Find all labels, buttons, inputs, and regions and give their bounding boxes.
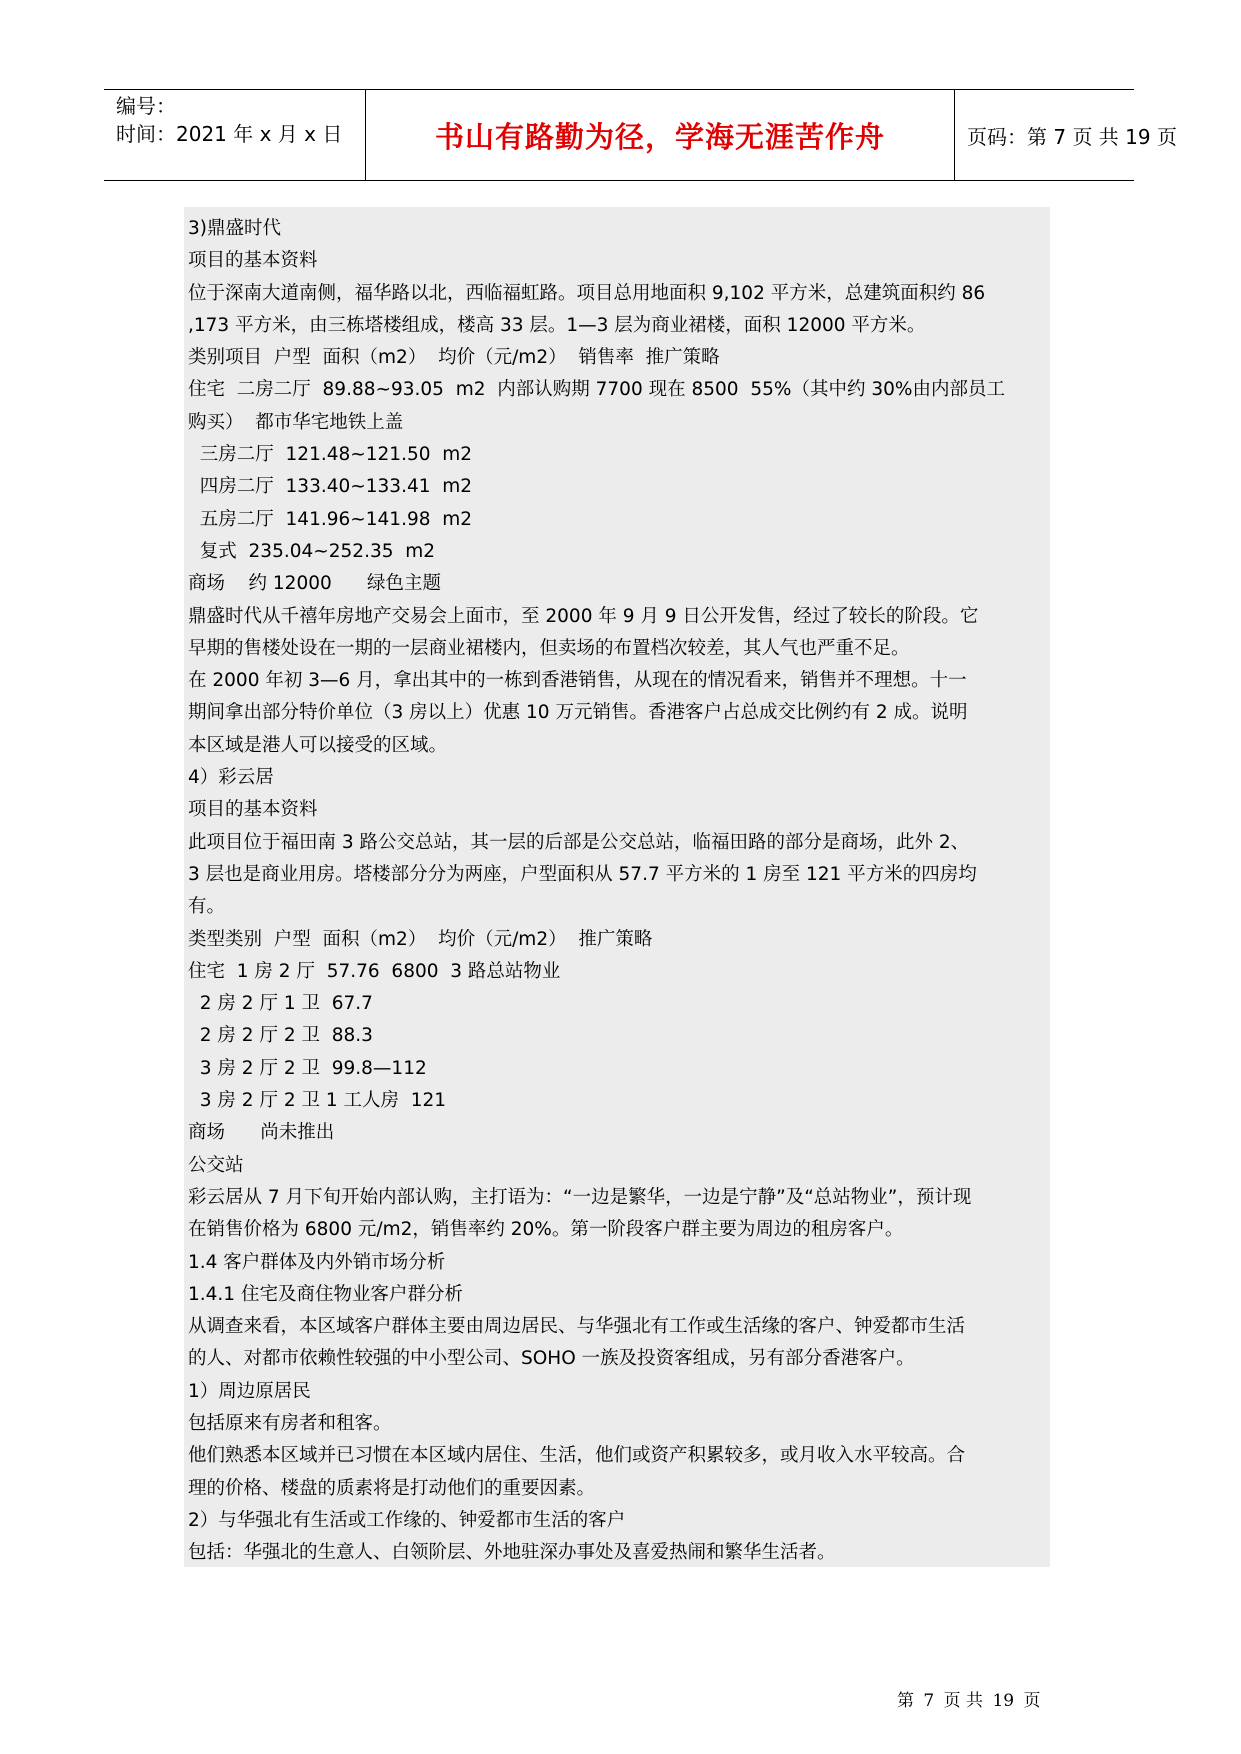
footer-page-middle: 页 共 xyxy=(943,1691,984,1711)
body-line: 商场 尚未推出 xyxy=(188,1122,335,1144)
body-line: 的人、对都市依赖性较强的中小型公司、SOHO 一族及投资客组成，另有部分香港客户。 xyxy=(188,1348,915,1370)
body-line: 包括：华强北的生意人、白领阶层、外地驻深办事处及喜爱热闹和繁华生活者。 xyxy=(188,1542,836,1564)
footer-page-total: 19 xyxy=(992,1691,1015,1711)
body-line: 早期的售楼处设在一期的一层商业裙楼内，但卖场的布置档次较差，其人气也严重不足。 xyxy=(188,637,910,659)
document-time-label: 时间：2021 年 x 月 x 日 xyxy=(116,122,343,146)
body-line: 住宅 1 房 2 厅 57.76 6800 3 路总站物业 xyxy=(188,960,561,982)
body-line: 项目的基本资料 xyxy=(188,799,318,821)
body-line: 期间拿出部分特价单位（3 房以上）优惠 10 万元销售。香港客户占总成交比例约有 2 成。说明 xyxy=(188,702,968,724)
body-line: 类别项目 户型 面积（m2） 均价（元/m2） 销售率 推广策略 xyxy=(188,347,720,369)
body-line: 复式 235.04~252.35 m2 xyxy=(188,540,436,562)
body-line: 五房二厅 141.96~141.98 m2 xyxy=(188,508,473,530)
body-line: 鼎盛时代从千禧年房地产交易会上面市，至 2000 年 9 月 9 日公开发售，经过了较长的阶段。它 xyxy=(188,605,979,627)
footer-page-prefix: 第 xyxy=(897,1691,914,1711)
header-motto-cell xyxy=(366,90,955,180)
body-line: 1.4.1 住宅及商住物业客户群分析 xyxy=(188,1283,463,1305)
page-footer xyxy=(895,1686,1043,1711)
body-line: 本区域是港人可以接受的区域。 xyxy=(188,734,448,756)
page-header xyxy=(104,89,1177,181)
body-line: 他们熟悉本区域并已习惯在本区域内居住、生活，他们或资产积累较多，或月收入水平较高。合 xyxy=(188,1445,966,1467)
body-line: 在 2000 年初 3—6 月，拿出其中的一栋到香港销售，从现在的情况看来，销售并不理想。十一 xyxy=(188,670,967,692)
body-line: 商场 约 12000 绿色主题 xyxy=(188,573,442,595)
body-line: 包括原来有房者和租客。 xyxy=(188,1412,392,1434)
body-line: 2 房 2 厅 2 卫 88.3 xyxy=(188,1025,373,1047)
footer-page-number: 7 xyxy=(923,1691,935,1711)
body-line: 购买） 都市华宅地铁上盖 xyxy=(188,411,404,433)
body-line: 理的价格、楼盘的质素将是打动他们的重要因素。 xyxy=(188,1477,596,1499)
document-number-label: 编号： xyxy=(116,94,176,118)
footer-page-suffix: 页 xyxy=(1023,1691,1041,1711)
body-line: 3 房 2 厅 2 卫 1 工人房 121 xyxy=(188,1090,447,1112)
body-line: 1.4 客户群体及内外销市场分析 xyxy=(188,1251,446,1273)
header-motto: 书山有路勤为径，学海无涯苦作舟 xyxy=(434,119,885,154)
body-line: 1）周边原居民 xyxy=(188,1380,311,1402)
document-body xyxy=(184,207,1050,1567)
body-line: 四房二厅 133.40~133.41 m2 xyxy=(188,476,473,498)
body-line: 此项目位于福田南 3 路公交总站，其一层的后部是公交总站，临福田路的部分是商场，此外 2、 xyxy=(188,831,970,853)
body-line: 住宅 二房二厅 89.88~93.05 m2 内部认购期 7700 现在 8500 55%（其中约 30%由内部员工 xyxy=(188,379,1005,401)
body-line: 2 房 2 厅 1 卫 67.7 xyxy=(188,993,373,1015)
body-line: 3 层也是商业用房。塔楼部分分为两座，户型面积从 57.7 平方米的 1 房至 121 平方米的四房均 xyxy=(188,863,977,885)
body-line: 有。 xyxy=(188,896,226,918)
body-line: 在销售价格为 6800 元/m2，销售率约 20%。第一阶段客户群主要为周边的租房客户。 xyxy=(188,1219,904,1241)
body-line: 位于深南大道南侧，福华路以北，西临福虹路。项目总用地面积 9,102 平方米，总建筑面积约 86 xyxy=(188,282,986,304)
body-line: 3)鼎盛时代 xyxy=(188,218,281,239)
body-line: 类型类别 户型 面积（m2） 均价（元/m2） 推广策略 xyxy=(188,928,653,950)
header-page-label: 页码：第 7 页 共 19 页 xyxy=(967,124,1177,149)
body-text xyxy=(188,213,1050,1569)
body-line: 项目的基本资料 xyxy=(188,250,318,272)
body-line: 3 房 2 厅 2 卫 99.8—112 xyxy=(188,1057,427,1079)
body-line: 公交站 xyxy=(188,1154,244,1176)
body-line: 2）与华强北有生活或工作缘的、钟爱都市生活的客户 xyxy=(188,1509,626,1531)
body-line: 4）彩云居 xyxy=(188,767,274,789)
body-line: 从调查来看，本区域客户群体主要由周边居民、与华强北有工作或生活缘的客户、钟爱都市生活 xyxy=(188,1316,966,1338)
body-line: ,173 平方米，由三栋塔楼组成，楼高 33 层。1—3 层为商业裙楼，面积 12000 平方米。 xyxy=(188,314,926,336)
header-page-cell xyxy=(955,90,1177,180)
body-line: 三房二厅 121.48~121.50 m2 xyxy=(188,444,473,466)
header-info-cell xyxy=(104,90,366,180)
body-line: 彩云居从 7 月下旬开始内部认购，主打语为：“一边是繁华，一边是宁静”及“总站物业”，预计现 xyxy=(188,1186,972,1208)
